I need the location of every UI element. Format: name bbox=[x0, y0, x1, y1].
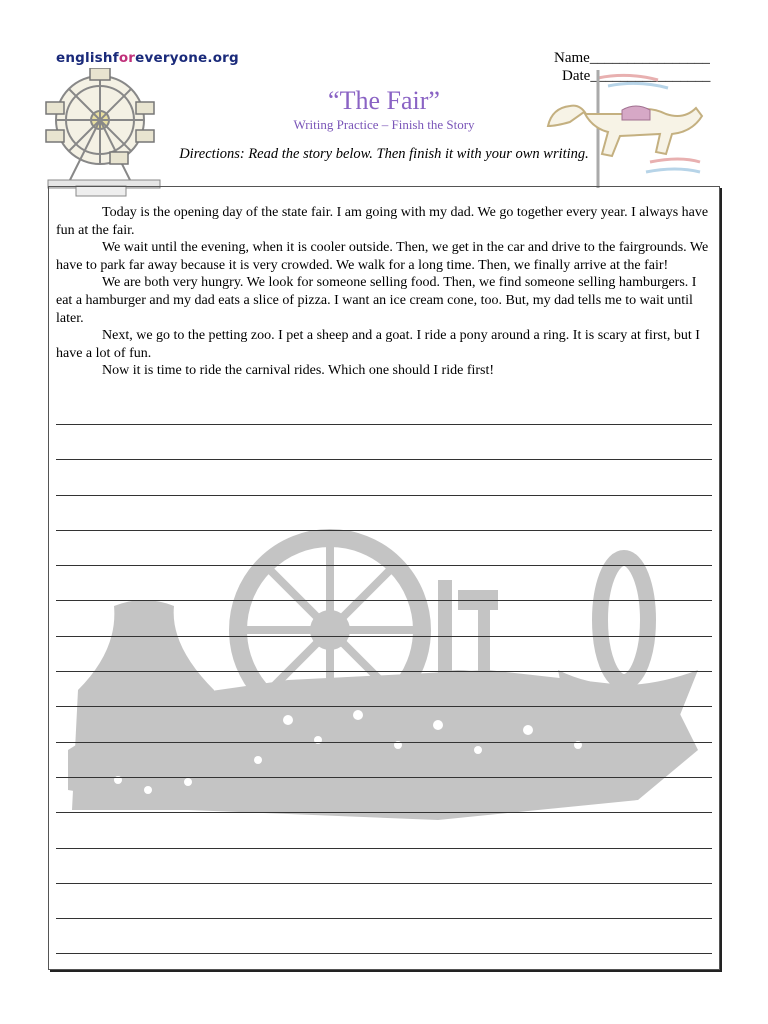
writing-line[interactable] bbox=[56, 883, 712, 884]
directions-text: Directions: Read the story below. Then finish it with your own writing. bbox=[179, 146, 589, 162]
page-subtitle: Writing Practice – Finish the Story bbox=[293, 117, 475, 132]
writing-line[interactable] bbox=[56, 459, 712, 460]
date-field[interactable]: Date________________ bbox=[562, 68, 711, 84]
story-paragraph: Today is the opening day of the state fair. I am going with my dad. We go together every year. I always have fun at the fair. bbox=[56, 205, 709, 238]
writing-lines bbox=[56, 424, 712, 989]
writing-line[interactable] bbox=[56, 742, 712, 743]
story-paragraph: We are both very hungry. We look for someone selling food. Then, we find someone selling hamburgers. I eat a hamburger and my dad eats a slice of pizza. I want an ice cream cone, too. But, my dad tells me to wait until later. bbox=[56, 275, 697, 326]
writing-line[interactable] bbox=[56, 848, 712, 849]
story-text bbox=[56, 204, 712, 380]
writing-line[interactable] bbox=[56, 530, 712, 531]
writing-line[interactable] bbox=[56, 918, 712, 919]
writing-line[interactable] bbox=[56, 706, 712, 707]
writing-line[interactable] bbox=[56, 953, 712, 954]
writing-line[interactable] bbox=[56, 812, 712, 813]
writing-line[interactable] bbox=[56, 636, 712, 637]
writing-line[interactable] bbox=[56, 424, 712, 425]
writing-line[interactable] bbox=[56, 600, 712, 601]
site-logo: englishforeveryone.org bbox=[56, 50, 239, 66]
story-paragraph: Next, we go to the petting zoo. I pet a sheep and a goat. I ride a pony around a ring. It is scary at first, but I have a lot of fun. bbox=[56, 328, 700, 361]
writing-line[interactable] bbox=[56, 671, 712, 672]
story-paragraph: Now it is time to ride the carnival rides. Which one should I ride first! bbox=[102, 363, 495, 379]
writing-line[interactable] bbox=[56, 777, 712, 778]
name-field[interactable]: Name________________ bbox=[554, 50, 710, 66]
page-title: “The Fair” bbox=[328, 86, 440, 115]
writing-line[interactable] bbox=[56, 495, 712, 496]
writing-line[interactable] bbox=[56, 565, 712, 566]
story-paragraph: We wait until the evening, when it is cooler outside. Then, we get in the car and drive to the fairgrounds. We have to park far away because it is very crowded. We walk for a long time. Then, we finally arrive at the fair! bbox=[56, 240, 709, 273]
